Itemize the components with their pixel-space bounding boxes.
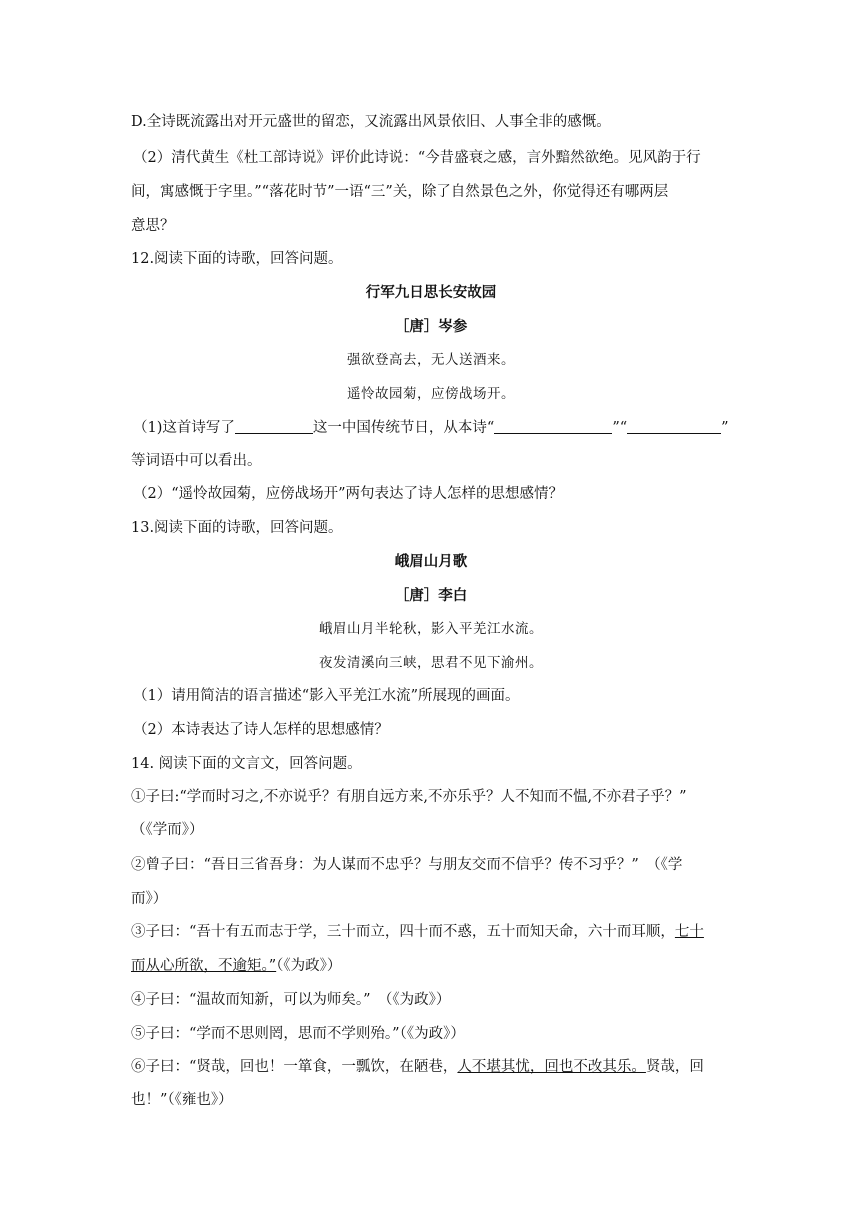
- q14-item4: ④子曰：“温故而知新，可以为师矣。” （《为政》）: [131, 992, 451, 1008]
- fill-blank-festival[interactable]: [235, 419, 313, 434]
- fill-blank-word1[interactable]: [494, 419, 612, 434]
- q12-intro: 12.阅读下面的诗歌，回答问题。: [131, 251, 343, 267]
- q14-intro: 14. 阅读下面的文言文，回答问题。: [131, 756, 362, 772]
- q14-item6-underlined: 人不堪其忧，回也不改其乐。: [457, 1059, 646, 1075]
- q14-item3-underlined-a: 七十: [674, 924, 704, 940]
- q13-1: （1）请用简洁的语言描述“影入平羌江水流”所展现的画面。: [133, 688, 520, 704]
- q13-poem-line2: 夜发清溪向三峡，思君不见下渝州。: [319, 655, 543, 671]
- q14-item3-line2: [131, 956, 731, 976]
- q14-item6-line2: 也！”（《雍也》）: [131, 1092, 233, 1108]
- q14-item1-line1: ①子曰:“学而时习之,不亦说乎？有朋自远方来,不亦乐乎？人不知而不愠,不亦君子乎？”: [131, 789, 687, 805]
- fill-blank-word2[interactable]: [627, 419, 721, 434]
- q12-1-text-b: 这一中国传统节日，从本诗“: [312, 420, 495, 436]
- q12-poem-author: ［唐］岑参: [394, 318, 468, 335]
- q12-poem-line2: 遥怜故园菊，应傍战场开。: [347, 386, 515, 402]
- q14-item6-line1: [131, 1057, 731, 1077]
- q13-poem-author: ［唐］李白: [394, 587, 468, 604]
- q11-2-line2: 间，寓感慨于字里。”“落花时节”一语“三”关，除了自然景色之外，你觉得还有哪两层: [131, 184, 669, 200]
- q14-item1-line2: （《学而》）: [131, 822, 204, 838]
- q14-item3-text-a: ③子曰：“吾十有五而志于学，三十而立，四十而不惑，五十而知天命，六十而耳顺，: [131, 924, 675, 940]
- option-d: D.全诗既流露出对开元盛世的留恋，又流露出风景依旧、人事全非的感慨。: [131, 114, 611, 130]
- q13-intro: 13.阅读下面的诗歌，回答问题。: [131, 520, 343, 536]
- q14-item6-text-b: 贤哉，回: [645, 1059, 704, 1075]
- q14-item3-text-b: （《为政》）: [276, 958, 342, 974]
- q12-1-line1: [133, 418, 733, 438]
- q12-1-text-d: ”: [721, 420, 729, 436]
- q14-item2-line1: ②曾子曰：“吾日三省吾身：为人谋而不忠乎？与朋友交而不信乎？传不习乎？” （《学: [131, 857, 683, 873]
- q14-item6-text-a: ⑥子曰：“贤哉，回也！一箪食，一瓢饮，在陋巷，: [131, 1059, 458, 1075]
- q11-2-line1: （2）清代黄生《杜工部诗说》评价此诗说：“今昔盛衰之感，言外黯然欲绝。见风韵于行: [133, 150, 701, 166]
- q12-poem-line1: 强欲登高去，无人送酒来。: [347, 352, 515, 368]
- q12-1-text-c: ”“: [612, 420, 628, 436]
- q13-2: （2）本诗表达了诗人怎样的思想感情？: [133, 722, 389, 738]
- q12-1-line2: 等词语中可以看出。: [131, 453, 262, 469]
- q11-2-line3: 意思？: [131, 218, 175, 234]
- q13-poem-title: 峨眉山月歌: [394, 553, 468, 570]
- q14-item5: ⑤子曰：“学而不思则罔，思而不学则殆。”（《为政》）: [131, 1026, 465, 1042]
- q12-poem-title: 行军九日思长安故园: [365, 284, 497, 301]
- q13-poem-line1: 峨眉山月半轮秋，影入平羌江水流。: [319, 621, 543, 637]
- q14-item2-line2: 而》）: [131, 891, 168, 907]
- q12-1-text-a: （1)这首诗写了: [133, 420, 235, 436]
- q14-item3-line1: [131, 922, 731, 942]
- q14-item3-underlined-b: 而从心所欲，不逾矩。”: [131, 958, 277, 974]
- q12-2: （2）“遥怜故园菊，应傍战场开”两句表达了诗人怎样的思想感情？: [133, 486, 564, 502]
